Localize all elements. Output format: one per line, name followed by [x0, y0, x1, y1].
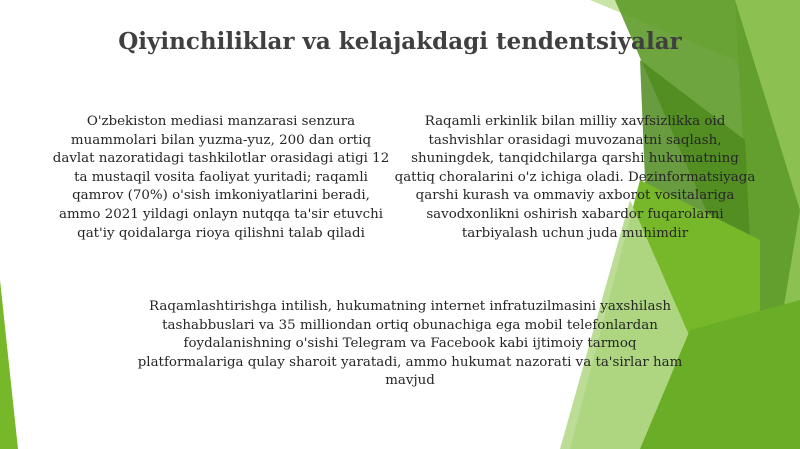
right-text-block: Raqamli erkinlik bilan milliy xavfsizlikka oid tashvishlar orasidagi muvozanatni saqlash, shuningdek, tanqidchilarga qarshi hukumatning qattiq choralarini o'z ichiga oladi. Dezinformatsiyaga qarshi kurash va ommaviy axborot vositalariga savodxonlikni oshirish xabardor fuqarolarni tarbiyalash uchun juda muhimdir — [394, 114, 756, 241]
left-text-block: O'zbekiston mediasi manzarasi senzura muammolari bilan yuzma-yuz, 200 dan ortiq davlat nazoratidagi tashkilotlar orasidagi atigi 12 ta mustaqil vosita faoliyat yuritadi; raqamli qamrov (70%) o'sish imkoniyatlarini beradi, ammo 2021 yildagi onlayn nutqqa ta'sir etuvchi qat'iy qoidalarga rioya qilishni talab qiladi — [52, 114, 390, 241]
facet-left-bottom — [0, 280, 18, 449]
bottom-text-block: Raqamlashtirishga intilish, hukumatning internet infratuzilmasini yaxshilash tashabbuslari va 35 milliondan ortiq obunachiga ega mobil telefonlardan foydalanishning o'sishi Telegram va Facebook kabi ijtimoiy tarmoq platformalariga qulay sharoit yaratadi, ammo hukumat nazorati va ta'sirlar ham mavjud — [137, 299, 683, 389]
slide-title: Qiyinchiliklar va kelajakdagi tendentsiyalar — [118, 28, 682, 55]
